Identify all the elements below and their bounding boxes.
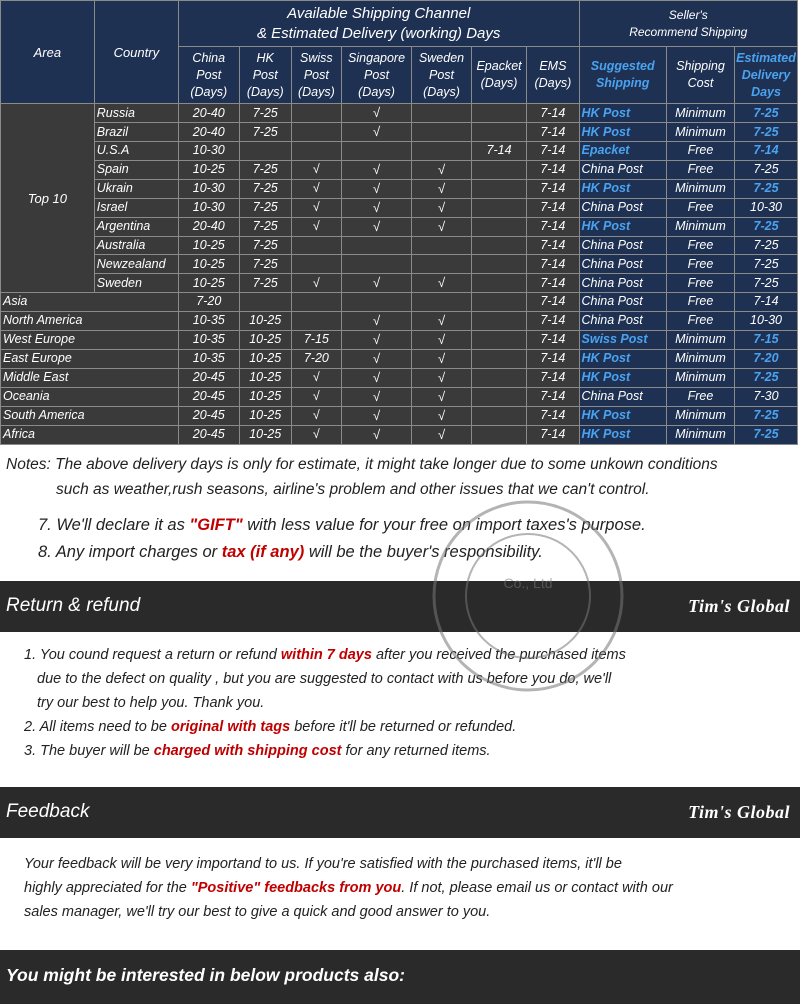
cell-singapore-post (341, 236, 411, 255)
check-mark: √ (437, 218, 446, 234)
check-mark: √ (437, 331, 446, 347)
header-channel-3: Singapore Post (Days) (341, 47, 411, 104)
cell-suggested-shipping: China Post (579, 274, 666, 293)
cell-hk-post: 7-25 (239, 274, 291, 293)
check-mark: √ (372, 407, 381, 423)
table-row (1, 236, 798, 255)
cell-suggested-shipping: China Post (579, 255, 666, 274)
cell-epacket (471, 179, 526, 198)
table-row (1, 425, 798, 444)
cell-country: Brazil (94, 123, 178, 142)
cell-country: Argentina (94, 217, 178, 236)
header-country: Country (94, 1, 178, 104)
cell-swiss-post (291, 311, 341, 330)
table-row (1, 255, 798, 274)
cell-swiss-post: √ (291, 160, 341, 179)
cell-epacket (471, 368, 526, 387)
cell-china-post: 10-35 (178, 311, 239, 330)
cell-ems: 7-14 (527, 236, 579, 255)
cell-sweden-post (412, 311, 472, 330)
cell-suggested-shipping: China Post (579, 293, 666, 312)
cell-sweden-post (412, 368, 472, 387)
cell-swiss-post (291, 123, 341, 142)
table-row (1, 349, 798, 368)
cell-epacket (471, 217, 526, 236)
declare-item-7: 7. We'll declare it as "GIFT" with less value for your free on import taxes's purpose. (38, 516, 646, 534)
return-policy-text: 1. You cound request a return or refund within 7 days after you received the purchased items due to the defect on quality , but you are suggested to contact with us before you do, we'll try our best to help you. Thank you. 2. All items need to be original with tags before it'll be returned or refunded. 3. The buyer will be charged with shipping cost for any returned items. (24, 647, 626, 759)
cell-suggested-shipping: HK Post (579, 104, 666, 123)
cell-sweden-post (412, 198, 472, 217)
table-row (1, 293, 798, 312)
cell-swiss-post: 7-20 (291, 349, 341, 368)
check-mark: √ (437, 180, 446, 196)
cell-shipping-cost: Free (666, 274, 734, 293)
cell-sweden-post (412, 142, 472, 161)
cell-sweden-post (412, 255, 472, 274)
check-mark: √ (372, 180, 381, 196)
notes-line-2: such as weather,rush seasons, airline's problem and other issues that we can't control. (56, 481, 650, 498)
header-seller-2: Estimated Delivery Days (735, 47, 798, 104)
brand-logo: Tim's Global (688, 596, 790, 616)
cell-ems: 7-14 (527, 255, 579, 274)
cell-suggested-shipping: HK Post (579, 123, 666, 142)
cell-swiss-post (291, 293, 341, 312)
cell-shipping-cost: Minimum (666, 104, 734, 123)
header-channel-1: HK Post (Days) (239, 47, 291, 104)
cell-estimated-days: 7-25 (735, 406, 798, 425)
cell-swiss-post: √ (291, 387, 341, 406)
cell-ems: 7-14 (527, 198, 579, 217)
cell-shipping-cost: Minimum (666, 368, 734, 387)
cell-estimated-days: 7-25 (735, 236, 798, 255)
cell-hk-post: 7-25 (239, 123, 291, 142)
cell-suggested-shipping: China Post (579, 387, 666, 406)
cell-estimated-days: 7-25 (735, 123, 798, 142)
feedback-title: Feedback (6, 801, 90, 822)
check-mark: √ (437, 199, 446, 215)
cell-singapore-post (341, 406, 411, 425)
cell-hk-post: 7-25 (239, 104, 291, 123)
cell-epacket (471, 160, 526, 179)
cell-estimated-days: 7-25 (735, 179, 798, 198)
cell-swiss-post: √ (291, 425, 341, 444)
table-row (1, 330, 798, 349)
cell-epacket (471, 349, 526, 368)
cell-singapore-post (341, 349, 411, 368)
cell-epacket (471, 293, 526, 312)
cell-hk-post: 7-25 (239, 255, 291, 274)
table-row (1, 198, 798, 217)
cell-region: East Europe (1, 349, 179, 368)
brand-logo: Tim's Global (688, 802, 790, 822)
cell-region: Oceania (1, 387, 179, 406)
cell-singapore-post (341, 387, 411, 406)
cell-swiss-post: √ (291, 217, 341, 236)
cell-hk-post (239, 142, 291, 161)
cell-china-post: 20-40 (178, 104, 239, 123)
cell-suggested-shipping: Swiss Post (579, 330, 666, 349)
cell-swiss-post: √ (291, 368, 341, 387)
cell-sweden-post (412, 387, 472, 406)
cell-swiss-post (291, 236, 341, 255)
table-row (1, 142, 798, 161)
check-mark: √ (372, 218, 381, 234)
cell-estimated-days: 10-30 (735, 311, 798, 330)
cell-ems: 7-14 (527, 104, 579, 123)
header-seller-0: Suggested Shipping (579, 47, 666, 104)
cell-suggested-shipping: China Post (579, 160, 666, 179)
cell-epacket (471, 274, 526, 293)
cell-country: U.S.A (94, 142, 178, 161)
cell-shipping-cost: Free (666, 293, 734, 312)
cell-epacket (471, 387, 526, 406)
cell-sweden-post (412, 425, 472, 444)
check-mark: √ (372, 199, 381, 215)
check-mark: √ (437, 312, 446, 328)
cell-ems: 7-14 (527, 160, 579, 179)
cell-singapore-post (341, 123, 411, 142)
cell-estimated-days: 7-25 (735, 274, 798, 293)
header-channel-5: Epacket (Days) (471, 47, 526, 104)
cell-ems: 7-14 (527, 330, 579, 349)
cell-ems: 7-14 (527, 123, 579, 142)
table-row (1, 274, 798, 293)
table-row (1, 368, 798, 387)
cell-suggested-shipping: HK Post (579, 217, 666, 236)
cell-suggested-shipping: HK Post (579, 179, 666, 198)
cell-epacket (471, 198, 526, 217)
cell-singapore-post (341, 293, 411, 312)
cell-singapore-post (341, 142, 411, 161)
cell-sweden-post (412, 217, 472, 236)
cell-shipping-cost: Minimum (666, 425, 734, 444)
cell-sweden-post (412, 160, 472, 179)
cell-sweden-post (412, 179, 472, 198)
header-channel-6: EMS (Days) (527, 47, 579, 104)
cell-shipping-cost: Free (666, 311, 734, 330)
check-mark: √ (372, 350, 381, 366)
cell-swiss-post: √ (291, 198, 341, 217)
table-row (1, 123, 798, 142)
cell-estimated-days: 7-14 (735, 142, 798, 161)
check-mark: √ (372, 161, 381, 177)
cell-region: South America (1, 406, 179, 425)
cell-shipping-cost: Free (666, 387, 734, 406)
delivery-notes (6, 452, 796, 502)
cell-singapore-post (341, 198, 411, 217)
cell-area-top10: Top 10 (1, 104, 95, 293)
interested-title: You might be interested in below products also: (6, 965, 405, 985)
check-mark: √ (437, 161, 446, 177)
header-area: Area (1, 1, 95, 104)
cell-swiss-post: √ (291, 179, 341, 198)
cell-sweden-post (412, 236, 472, 255)
feedback-text: Your feedback will be very importand to us. If you're satisfied with the purchased items, it'll be highly appreciated for the "Positive" feedbacks from you. If not, please email us or contact with our sales manager, we'll try our best to give a quick and good answer to you. (24, 856, 673, 920)
cell-shipping-cost: Minimum (666, 330, 734, 349)
check-mark: √ (372, 124, 381, 139)
cell-hk-post: 10-25 (239, 387, 291, 406)
table-row (1, 387, 798, 406)
cell-ems: 7-14 (527, 217, 579, 236)
cell-china-post: 10-25 (178, 236, 239, 255)
cell-hk-post: 10-25 (239, 330, 291, 349)
cell-singapore-post (341, 274, 411, 293)
cell-sweden-post (412, 293, 472, 312)
cell-shipping-cost: Free (666, 236, 734, 255)
check-mark: √ (372, 312, 381, 328)
cell-hk-post (239, 293, 291, 312)
cell-swiss-post (291, 255, 341, 274)
cell-swiss-post (291, 104, 341, 123)
cell-shipping-cost: Minimum (666, 179, 734, 198)
table-row (1, 160, 798, 179)
cell-china-post: 10-35 (178, 330, 239, 349)
cell-china-post: 10-25 (178, 160, 239, 179)
cell-estimated-days: 7-20 (735, 349, 798, 368)
cell-estimated-days: 10-30 (735, 198, 798, 217)
cell-suggested-shipping: HK Post (579, 425, 666, 444)
cell-ems: 7-14 (527, 311, 579, 330)
cell-epacket (471, 236, 526, 255)
cell-country: Spain (94, 160, 178, 179)
header-channel-0: China Post (Days) (178, 47, 239, 104)
cell-sweden-post (412, 274, 472, 293)
check-mark: √ (372, 369, 381, 385)
cell-country: Russia (94, 104, 178, 123)
cell-swiss-post: √ (291, 406, 341, 425)
header-seller-1: Shipping Cost (666, 47, 734, 104)
cell-epacket: 7-14 (471, 142, 526, 161)
table-row (1, 179, 798, 198)
cell-epacket (471, 123, 526, 142)
table-row (1, 217, 798, 236)
return-refund-title: Return & refund (6, 595, 141, 616)
cell-country: Newzealand (94, 255, 178, 274)
cell-hk-post: 10-25 (239, 406, 291, 425)
header-seller-recommend: Seller's Recommend Shipping (579, 1, 797, 47)
cell-epacket (471, 255, 526, 274)
cell-hk-post: 7-25 (239, 236, 291, 255)
cell-region: Africa (1, 425, 179, 444)
cell-hk-post: 7-25 (239, 179, 291, 198)
cell-hk-post: 10-25 (239, 349, 291, 368)
cell-ems: 7-14 (527, 387, 579, 406)
cell-hk-post: 10-25 (239, 425, 291, 444)
cell-ems: 7-14 (527, 349, 579, 368)
cell-country: Israel (94, 198, 178, 217)
cell-ems: 7-14 (527, 368, 579, 387)
cell-shipping-cost: Minimum (666, 406, 734, 425)
cell-epacket (471, 425, 526, 444)
check-mark: √ (372, 275, 381, 291)
cell-swiss-post (291, 142, 341, 161)
cell-region: Middle East (1, 368, 179, 387)
cell-singapore-post (341, 255, 411, 274)
cell-estimated-days: 7-25 (735, 217, 798, 236)
cell-singapore-post (341, 368, 411, 387)
cell-estimated-days: 7-25 (735, 160, 798, 179)
cell-ems: 7-14 (527, 406, 579, 425)
cell-shipping-cost: Free (666, 198, 734, 217)
cell-hk-post: 10-25 (239, 368, 291, 387)
cell-estimated-days: 7-25 (735, 255, 798, 274)
cell-singapore-post (341, 179, 411, 198)
check-mark: √ (372, 426, 381, 442)
cell-estimated-days: 7-14 (735, 293, 798, 312)
cell-china-post: 10-35 (178, 349, 239, 368)
cell-region: North America (1, 311, 179, 330)
cell-china-post: 20-45 (178, 387, 239, 406)
cell-suggested-shipping: China Post (579, 311, 666, 330)
cell-china-post: 10-30 (178, 142, 239, 161)
cell-shipping-cost: Minimum (666, 349, 734, 368)
shipping-table (0, 0, 798, 445)
check-mark: √ (437, 407, 446, 423)
cell-ems: 7-14 (527, 293, 579, 312)
cell-china-post: 20-40 (178, 217, 239, 236)
cell-sweden-post (412, 406, 472, 425)
header-available-channels: Available Shipping Channel & Estimated Delivery (working) Days (178, 1, 579, 47)
cell-country: Sweden (94, 274, 178, 293)
check-mark: √ (437, 426, 446, 442)
cell-sweden-post (412, 349, 472, 368)
check-mark: √ (372, 105, 381, 120)
header-channel-4: Sweden Post (Days) (412, 47, 472, 104)
cell-hk-post: 7-25 (239, 160, 291, 179)
cell-shipping-cost: Minimum (666, 217, 734, 236)
cell-shipping-cost: Minimum (666, 123, 734, 142)
cell-shipping-cost: Free (666, 142, 734, 161)
cell-estimated-days: 7-15 (735, 330, 798, 349)
table-row (1, 311, 798, 330)
cell-swiss-post: √ (291, 274, 341, 293)
header-channel-2: Swiss Post (Days) (291, 47, 341, 104)
cell-china-post: 20-40 (178, 123, 239, 142)
cell-singapore-post (341, 425, 411, 444)
cell-suggested-shipping: China Post (579, 236, 666, 255)
cell-country: Australia (94, 236, 178, 255)
cell-estimated-days: 7-25 (735, 368, 798, 387)
cell-sweden-post (412, 104, 472, 123)
cell-ems: 7-14 (527, 274, 579, 293)
table-row (1, 406, 798, 425)
declare-item-8: 8. Any import charges or tax (if any) will be the buyer's responsibility. (38, 543, 543, 561)
cell-estimated-days: 7-30 (735, 387, 798, 406)
check-mark: √ (437, 275, 446, 291)
cell-singapore-post (341, 160, 411, 179)
cell-region: West Europe (1, 330, 179, 349)
notes-line-1: Notes: The above delivery days is only for estimate, it might take longer due to some unkown conditions (6, 456, 718, 473)
table-row (1, 104, 798, 123)
cell-china-post: 20-45 (178, 368, 239, 387)
cell-china-post: 10-30 (178, 179, 239, 198)
cell-suggested-shipping: Epacket (579, 142, 666, 161)
cell-singapore-post (341, 330, 411, 349)
cell-suggested-shipping: HK Post (579, 368, 666, 387)
cell-ems: 7-14 (527, 142, 579, 161)
cell-suggested-shipping: HK Post (579, 406, 666, 425)
cell-estimated-days: 7-25 (735, 104, 798, 123)
cell-china-post: 10-30 (178, 198, 239, 217)
cell-region: Asia (1, 293, 179, 312)
cell-china-post: 20-45 (178, 425, 239, 444)
cell-china-post: 10-25 (178, 255, 239, 274)
cell-suggested-shipping: China Post (579, 198, 666, 217)
cell-country: Ukrain (94, 179, 178, 198)
cell-hk-post: 10-25 (239, 311, 291, 330)
cell-suggested-shipping: HK Post (579, 349, 666, 368)
cell-shipping-cost: Free (666, 160, 734, 179)
cell-ems: 7-14 (527, 425, 579, 444)
cell-singapore-post (341, 311, 411, 330)
cell-china-post: 7-20 (178, 293, 239, 312)
stamp-text: Co., Ltd (503, 575, 553, 591)
return-refund-banner (0, 581, 800, 632)
cell-sweden-post (412, 123, 472, 142)
cell-epacket (471, 311, 526, 330)
cell-estimated-days: 7-25 (735, 425, 798, 444)
cell-swiss-post: 7-15 (291, 330, 341, 349)
cell-china-post: 20-45 (178, 406, 239, 425)
cell-epacket (471, 330, 526, 349)
check-mark: √ (437, 350, 446, 366)
declaration-notes (38, 512, 646, 566)
interested-banner (0, 950, 800, 1004)
check-mark: √ (437, 369, 446, 385)
cell-hk-post: 7-25 (239, 198, 291, 217)
cell-epacket (471, 406, 526, 425)
cell-epacket (471, 104, 526, 123)
cell-sweden-post (412, 330, 472, 349)
cell-singapore-post (341, 217, 411, 236)
check-mark: √ (372, 331, 381, 347)
check-mark: √ (372, 388, 381, 404)
cell-shipping-cost: Free (666, 255, 734, 274)
feedback-banner (0, 787, 800, 838)
cell-ems: 7-14 (527, 179, 579, 198)
cell-china-post: 10-25 (178, 274, 239, 293)
check-mark: √ (437, 388, 446, 404)
cell-singapore-post (341, 104, 411, 123)
cell-hk-post: 7-25 (239, 217, 291, 236)
